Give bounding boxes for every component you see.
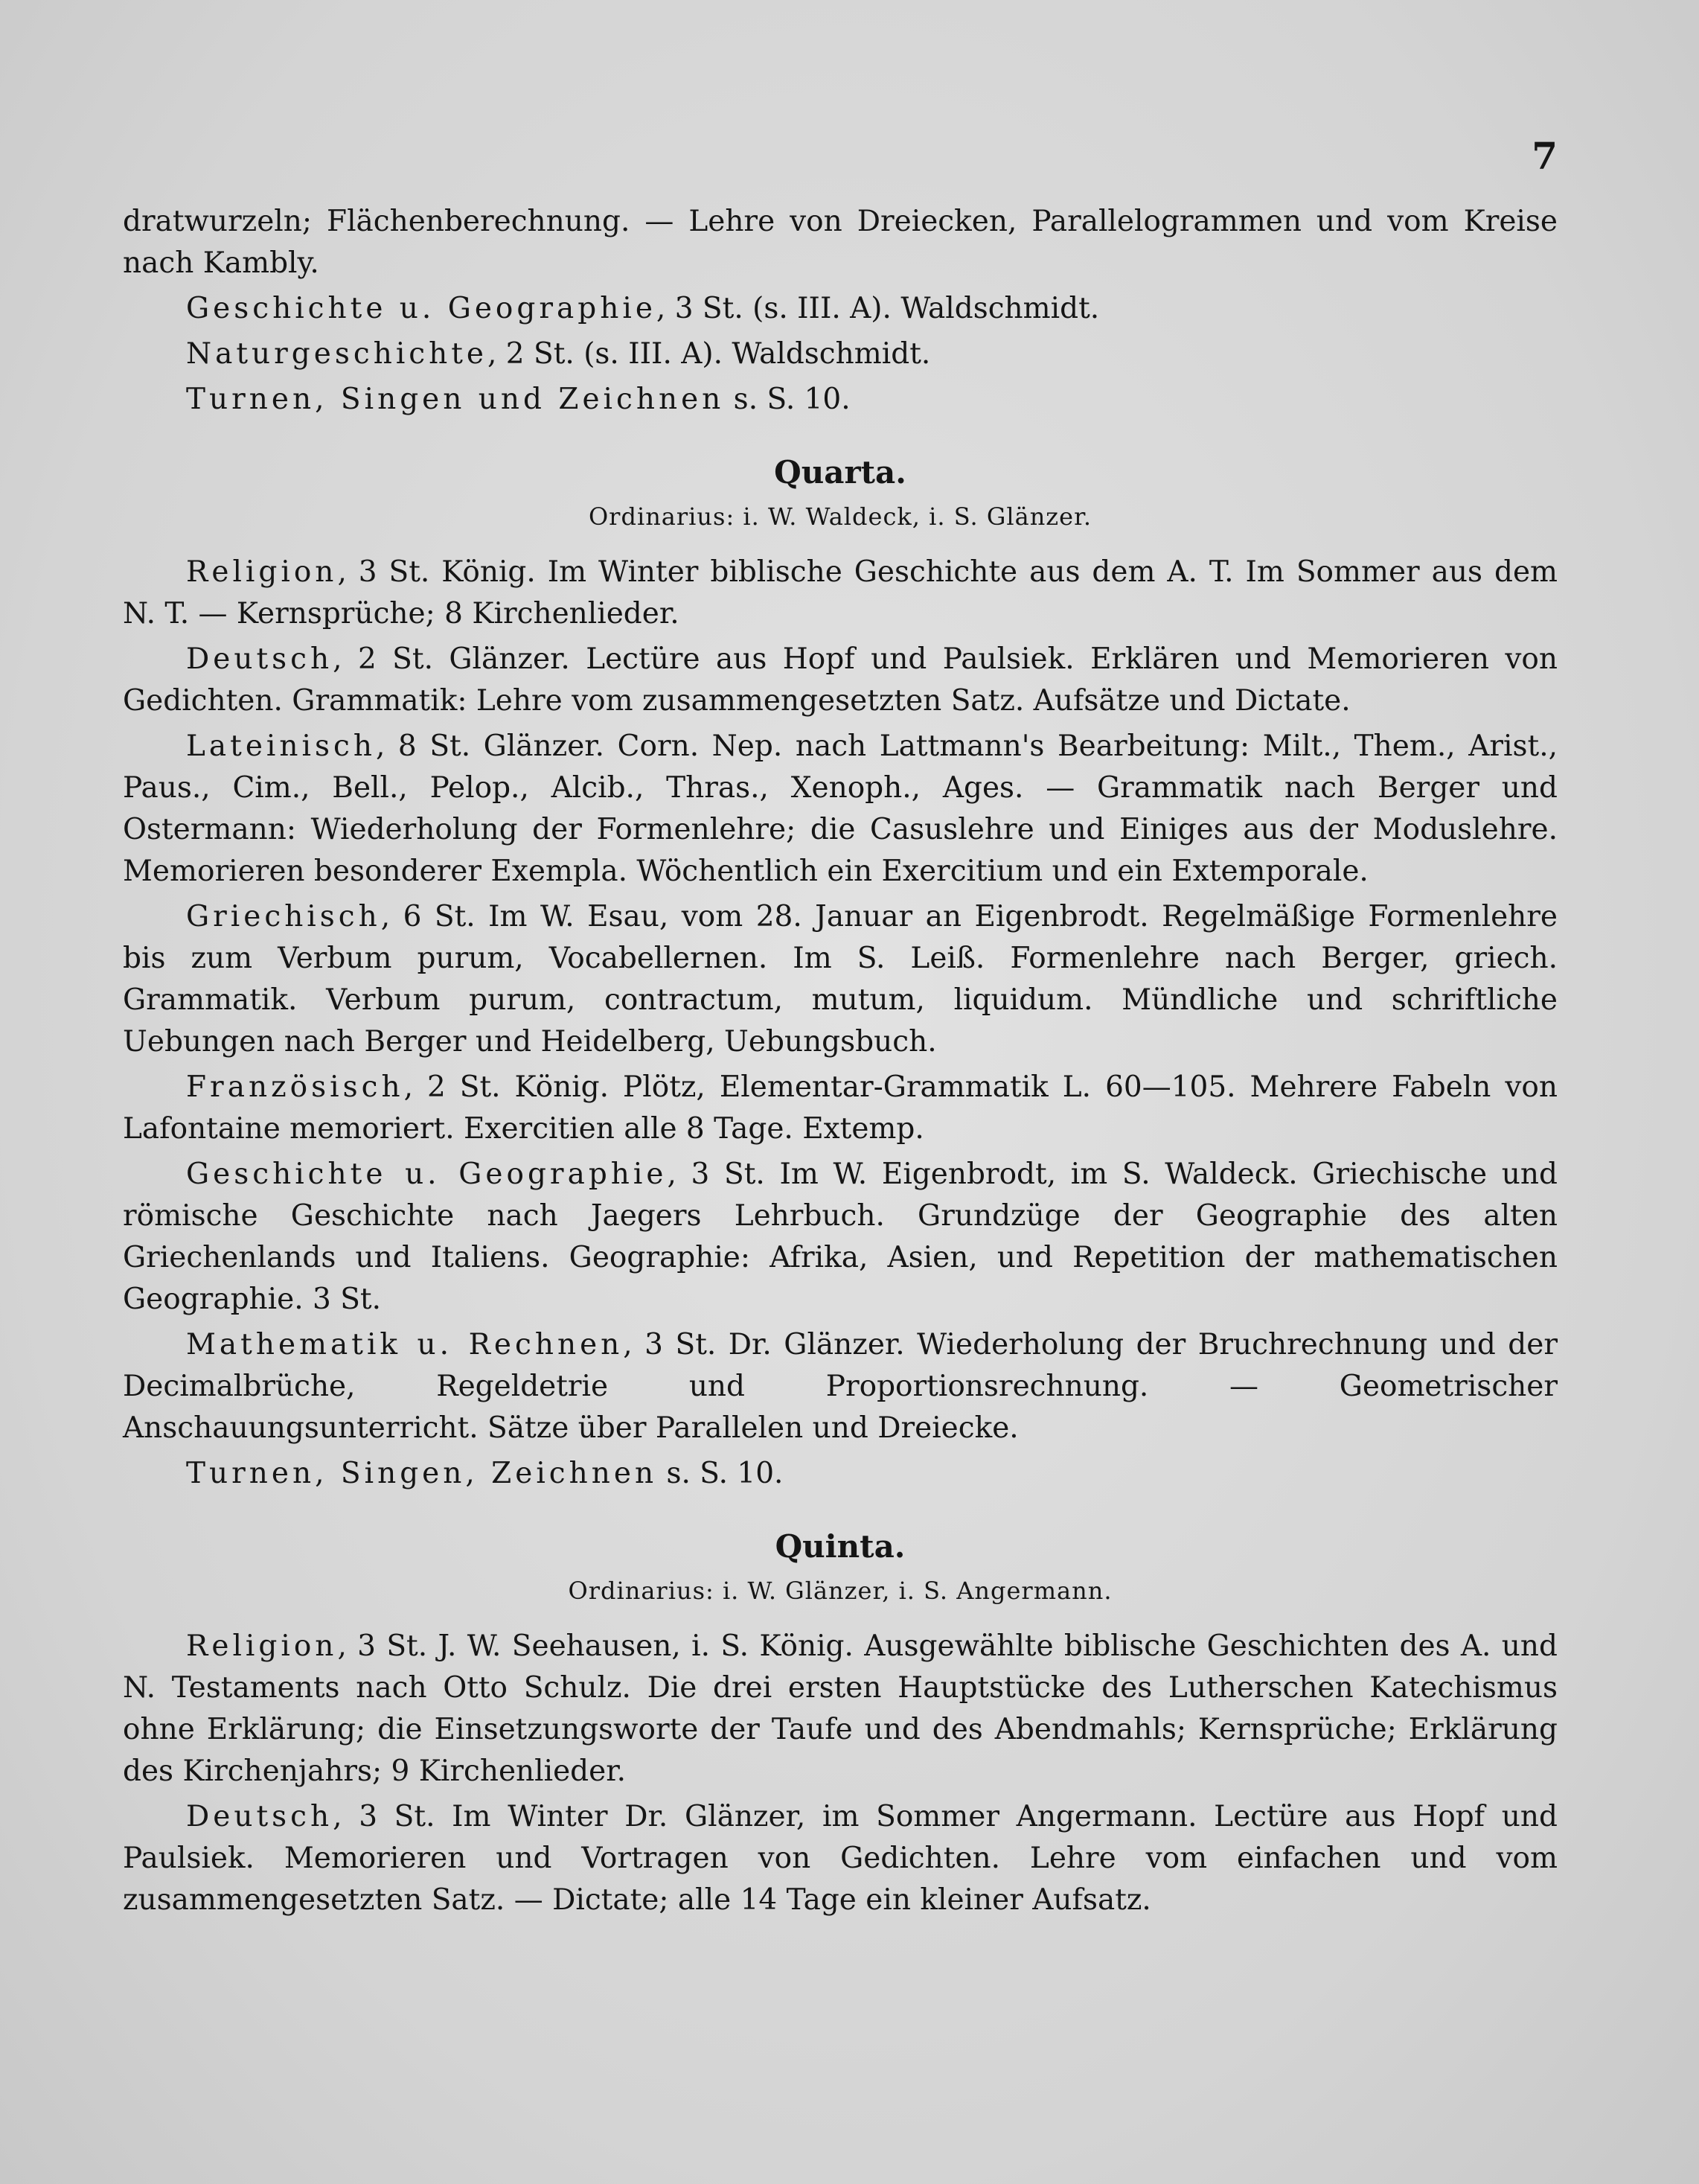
subject-label: Deutsch bbox=[186, 642, 333, 676]
entry-deutsch bbox=[123, 639, 1558, 722]
entry-text: , 3 St. Dr. Glänzer. Wiederholung der Bruchrechnung und der Decimalbrüche, Regeldetrie und Proportionsrechnung. — Geometrischer Anschauungsunterricht. Sätze über Parallelen und Dreiecke. bbox=[123, 1328, 1558, 1445]
entry-religion bbox=[123, 552, 1558, 635]
entry-text: , 3 St. Im Winter Dr. Glänzer, im Sommer Angermann. Lectüre aus Hopf und Paulsiek. Memorieren und Vortragen von Gedichten. Lehre vom einfachen und vom zusammengesetzten Satz. — Dictate; alle 14 Tage ein kleiner Aufsatz. bbox=[123, 1800, 1558, 1917]
section-quarta bbox=[123, 452, 1558, 1495]
entry-text: , 2 St. Glänzer. Lectüre aus Hopf und Paulsiek. Erklären und Memorieren von Gedichten. Grammatik: Lehre vom zusammengesetzten Satz. Aufsätze und Dictate. bbox=[123, 642, 1558, 718]
subject-label: Religion bbox=[186, 1629, 338, 1663]
section-title: Quarta. bbox=[774, 454, 906, 491]
subject-label: Griechisch bbox=[186, 900, 381, 933]
entry-griechisch bbox=[123, 896, 1558, 1063]
entry-text: , 3 St. (s. III. A). Waldschmidt. bbox=[656, 292, 1100, 325]
entry-text: , 6 St. Im W. Esau, vom 28. Januar an Eigenbrodt. Regelmäßige Formenlehre bis zum Verbum purum, Vocabellernen. Im S. Leiß. Formenlehre nach Berger, griech. Grammatik. Verbum purum, contractum, mutum, liquidum. Mündliche und schriftliche Uebungen nach Berger und Heidelberg, Uebungsbuch. bbox=[123, 900, 1558, 1059]
ordinarius-line: Ordinarius: i. W. Glänzer, i. S. Angermann. bbox=[568, 1577, 1113, 1605]
entry-text: , 3 St. Im W. Eigenbrodt, im S. Waldeck. Griechische und römische Geschichte nach Jaegers Lehrbuch. Grundzüge der Geographie des alten Griechenlands und Italiens. Geographie: Afrika, Asien, und Repetition der mathematischen Geographie. 3 St. bbox=[123, 1158, 1558, 1316]
entry-deutsch bbox=[123, 1796, 1558, 1921]
subject-label: Französisch bbox=[186, 1070, 404, 1104]
subject-label: Geschichte u. Geographie bbox=[186, 1158, 668, 1191]
entry-religion bbox=[123, 1626, 1558, 1792]
entry-text: , 2 St. König. Plötz, Elementar-Grammatik L. 60—105. Mehrere Fabeln von Lafontaine memoriert. Exercitien alle 8 Tage. Extemp. bbox=[123, 1070, 1558, 1146]
entry-text: , 8 St. Glänzer. Corn. Nep. nach Lattmann's Bearbeitung: Milt., Them., Arist., Paus., Cim., Bell., Pelop., Alcib., Thras., Xenoph., Ages. — Grammatik nach Berger und Ostermann: Wiederholung der Formenlehre; die Casuslehre und Einiges aus der Moduslehre. Memorieren besonderer Exempla. Wöchentlich ein Exercitium und ein Extemporale. bbox=[123, 729, 1558, 888]
entry-turnen-singen-zeichnen bbox=[123, 1453, 1558, 1495]
section-title: Quinta. bbox=[775, 1528, 906, 1565]
entry-lateinisch bbox=[123, 726, 1558, 893]
entry-mathematik-rechnen bbox=[123, 1324, 1558, 1449]
ordinarius-line: Ordinarius: i. W. Waldeck, i. S. Glänzer. bbox=[588, 502, 1092, 531]
entry-naturgeschichte bbox=[123, 333, 1558, 375]
subject-label: Geschichte u. Geographie bbox=[186, 292, 656, 325]
page-number: 7 bbox=[1532, 134, 1558, 178]
subject-label: Turnen, Singen, Zeichnen bbox=[186, 1457, 658, 1490]
entry-franzoesisch bbox=[123, 1067, 1558, 1150]
top-block bbox=[123, 201, 1558, 421]
subject-label: Naturgeschichte bbox=[186, 337, 488, 371]
entry-text: , 2 St. (s. III. A). Waldschmidt. bbox=[487, 337, 931, 371]
entry-geschichte-geographie bbox=[123, 288, 1558, 330]
subject-label: Mathematik u. Rechnen bbox=[186, 1328, 624, 1361]
entry-text: s. S. 10. bbox=[724, 383, 851, 416]
subject-label: Deutsch bbox=[186, 1800, 333, 1833]
subject-label: Lateinisch bbox=[186, 729, 376, 763]
entry-text: , 3 St. J. W. Seehausen, i. S. König. Ausgewählte biblische Geschichten des A. und N. Testaments nach Otto Schulz. Die drei ersten Hauptstücke des Lutherschen Katechismus ohne Erklärung; die Einsetzungsworte der Taufe und des Abendmahls; Kernsprüche; Erklärung des Kirchenjahrs; 9 Kirchenlieder. bbox=[123, 1629, 1558, 1788]
continuation-paragraph: dratwurzeln; Flächenberechnung. — Lehre von Dreiecken, Parallelogrammen und vom Kreise nach Kambly. bbox=[123, 205, 1558, 280]
entry-geschichte-geographie bbox=[123, 1154, 1558, 1321]
entry-turnen-singen-zeichnen bbox=[123, 379, 1558, 421]
entry-text: , 3 St. König. Im Winter biblische Geschichte aus dem A. T. Im Sommer aus dem N. T. — Kernsprüche; 8 Kirchenlieder. bbox=[123, 555, 1558, 630]
section-quinta bbox=[123, 1526, 1558, 1921]
entry-text: s. S. 10. bbox=[657, 1457, 784, 1490]
subject-label: Turnen, Singen und Zeichnen bbox=[186, 383, 725, 416]
subject-label: Religion bbox=[186, 555, 338, 589]
